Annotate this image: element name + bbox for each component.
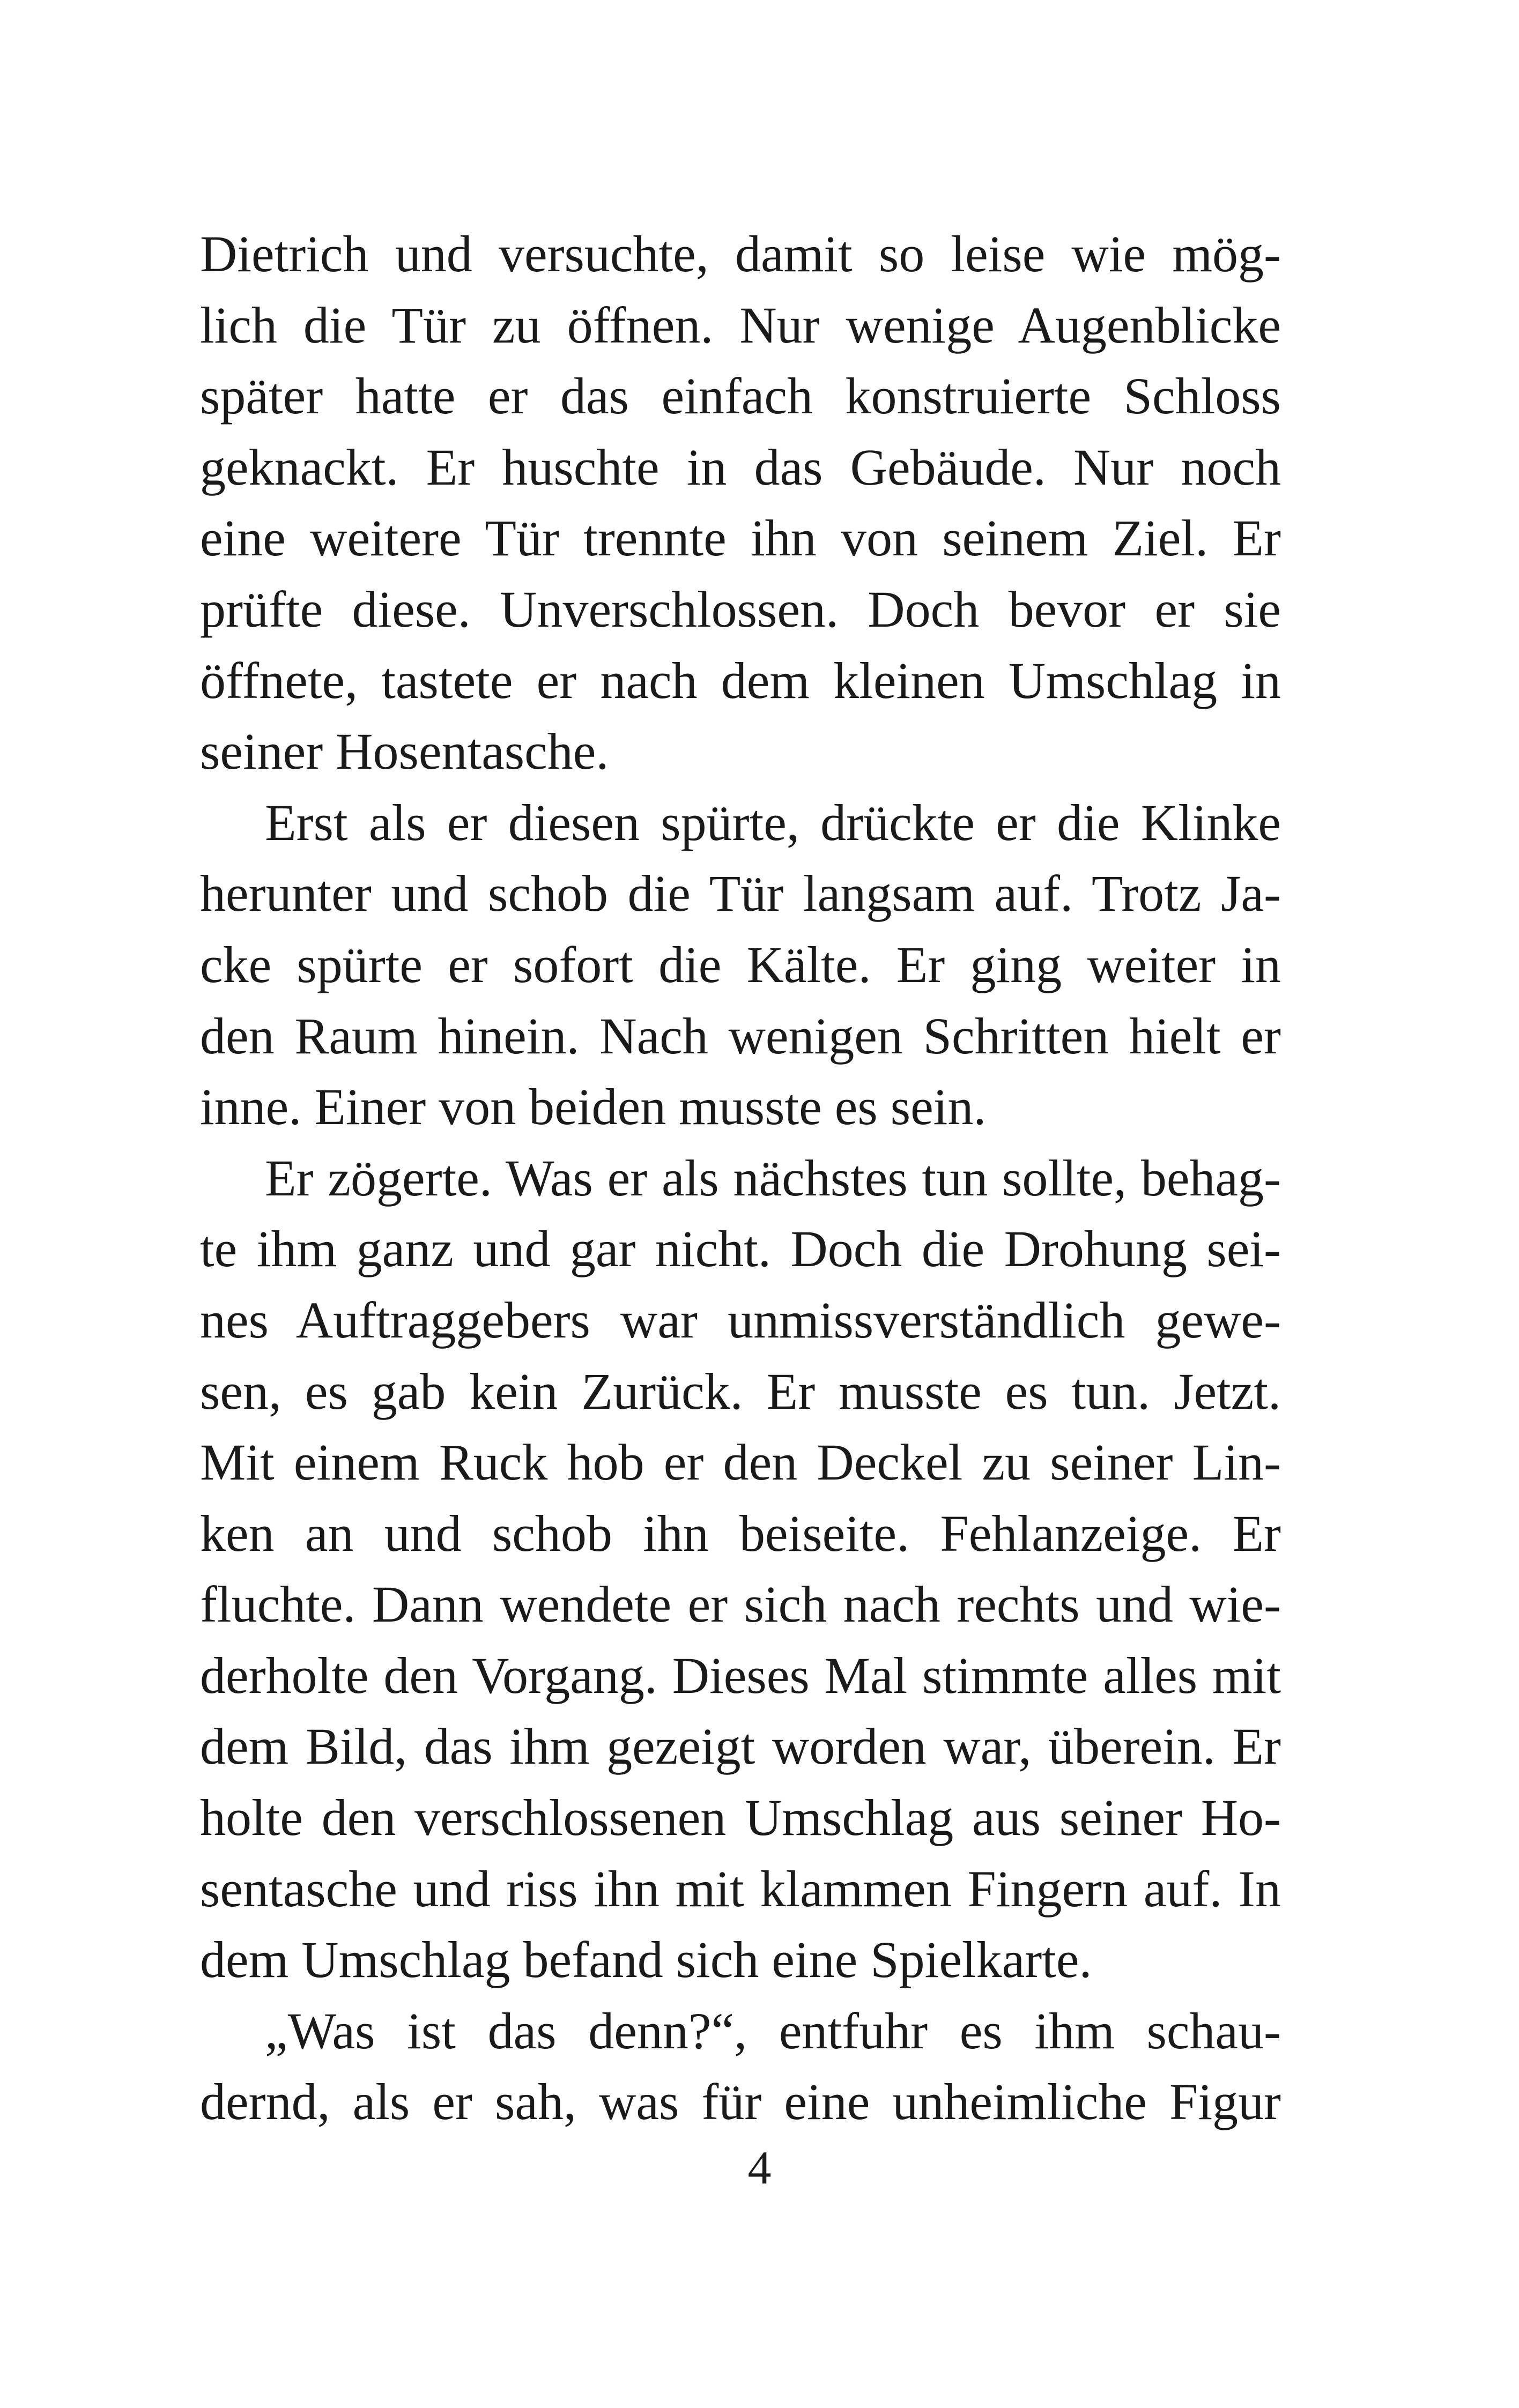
text-line: geknackt. Er huschte in das Gebäude. Nur noch	[200, 438, 1281, 496]
text-line: Mit einem Ruck hob er den Deckel zu seiner Lin-	[200, 1433, 1281, 1491]
text-line: lich die Tür zu öffnen. Nur wenige Augenblicke	[200, 296, 1281, 354]
text-line: holte den verschlossenen Umschlag aus seiner Ho-	[200, 1789, 1281, 1847]
text-line: ken an und schob ihn beiseite. Fehlanzeige. Er	[200, 1504, 1281, 1562]
text-line: prüfte diese. Unverschlossen. Doch bevor er sie	[200, 580, 1281, 638]
text-line: Erst als er diesen spürte, drückte er die Klinke	[265, 793, 1281, 851]
text-line: eine weitere Tür trennte ihn von seinem Ziel. Er	[200, 509, 1281, 567]
text-line: Dietrich und versuchte, damit so leise wie mög-	[200, 225, 1281, 283]
text-line: cke spürte er sofort die Kälte. Er ging weiter in	[200, 935, 1281, 993]
text-line: Er zögerte. Was er als nächstes tun sollte, behag-	[265, 1149, 1281, 1207]
text-line: „Was ist das denn?“, entfuhr es ihm schau-	[265, 2002, 1281, 2060]
text-line: fluchte. Dann wendete er sich nach rechts und wie-	[200, 1575, 1281, 1633]
body-text	[200, 219, 1281, 2138]
text-line: herunter und schob die Tür langsam auf. Trotz Ja-	[200, 865, 1281, 923]
text-line: sentasche und riss ihn mit klammen Fingern auf. In	[200, 1860, 1281, 1918]
text-line: öffnete, tastete er nach dem kleinen Umschlag in	[200, 651, 1281, 709]
text-line: dem Umschlag befand sich eine Spielkarte.	[200, 1931, 1092, 1989]
text-line: sen, es gab kein Zurück. Er musste es tun. Jetzt.	[200, 1362, 1281, 1420]
page-number: 4	[747, 2142, 772, 2194]
text-line: derholte den Vorgang. Dieses Mal stimmte alles mit	[200, 1646, 1281, 1704]
text-line: nes Auftraggebers war unmissverständlich gewe-	[200, 1291, 1281, 1349]
text-line: seiner Hosentasche.	[200, 723, 609, 781]
text-line: te ihm ganz und gar nicht. Doch die Drohung sei-	[200, 1220, 1281, 1278]
text-line: später hatte er das einfach konstruierte Schloss	[200, 367, 1281, 425]
text-line: inne. Einer von beiden musste es sein.	[200, 1078, 987, 1136]
text-line: dem Bild, das ihm gezeigt worden war, überein. Er	[200, 1718, 1281, 1775]
text-line: den Raum hinein. Nach wenigen Schritten hielt er	[200, 1007, 1281, 1065]
text-line: dernd, als er sah, was für eine unheimliche Figur	[200, 2073, 1281, 2131]
